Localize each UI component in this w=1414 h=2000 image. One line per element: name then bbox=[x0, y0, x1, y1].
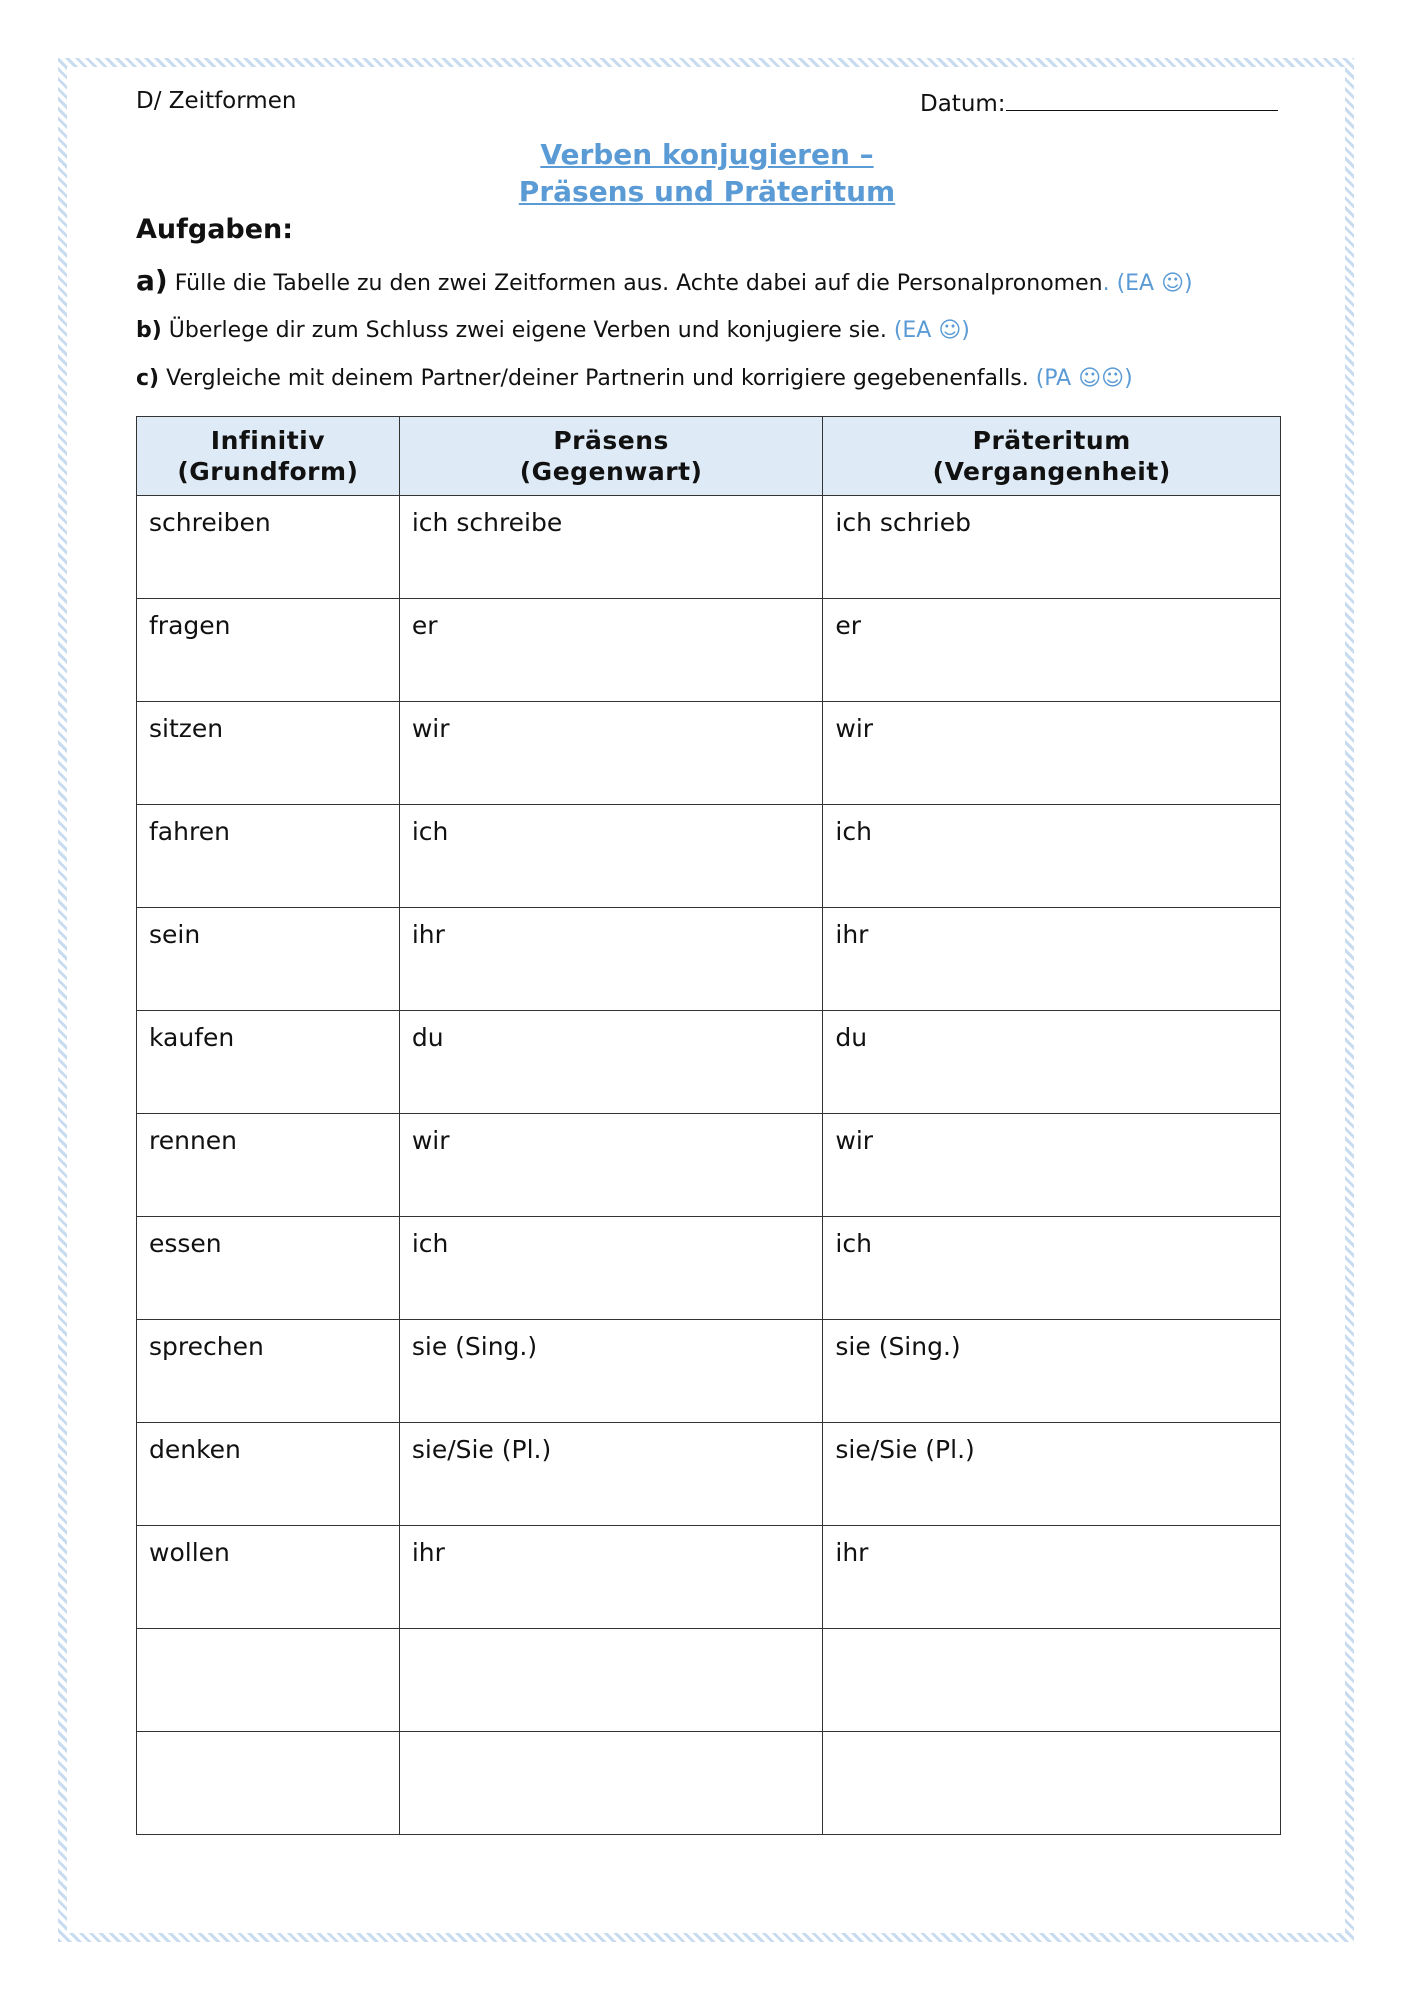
cell-praeteritum[interactable]: ich schrieb bbox=[823, 496, 1281, 599]
cell-praesens[interactable] bbox=[399, 1629, 823, 1732]
task-letter: c) bbox=[136, 366, 160, 391]
header-line: Infinitiv bbox=[210, 426, 326, 455]
table-row bbox=[137, 496, 1281, 599]
cell-infinitiv: rennen bbox=[137, 1114, 400, 1217]
cell-praeteritum[interactable]: sie (Sing.) bbox=[823, 1320, 1281, 1423]
title-line-1: Verben konjugieren – bbox=[540, 138, 874, 171]
cell-praesens[interactable]: sie/Sie (Pl.) bbox=[399, 1423, 823, 1526]
conjugation-table bbox=[136, 416, 1281, 1835]
table-row bbox=[137, 702, 1281, 805]
task-text: Überlege dir zum Schluss zwei eigene Verben und konjugiere sie. bbox=[161, 318, 894, 343]
header-line: (Gegenwart) bbox=[519, 457, 703, 486]
header-praeteritum bbox=[823, 417, 1281, 496]
cell-infinitiv: fahren bbox=[137, 805, 400, 908]
table-row bbox=[137, 1732, 1281, 1835]
cell-praesens[interactable]: ich schreibe bbox=[399, 496, 823, 599]
cell-praesens[interactable]: er bbox=[399, 599, 823, 702]
cell-infinitiv bbox=[137, 1629, 400, 1732]
cell-infinitiv: kaufen bbox=[137, 1011, 400, 1114]
title-line-2: Präsens und Präteritum bbox=[518, 175, 896, 208]
cell-praeteritum[interactable]: ich bbox=[823, 805, 1281, 908]
worksheet-title bbox=[0, 136, 1414, 210]
task-letter: b) bbox=[136, 318, 162, 343]
date-line[interactable] bbox=[1006, 88, 1278, 111]
cell-infinitiv: fragen bbox=[137, 599, 400, 702]
cell-infinitiv: wollen bbox=[137, 1526, 400, 1629]
cell-praesens[interactable]: wir bbox=[399, 1114, 823, 1217]
cell-praesens[interactable]: ihr bbox=[399, 1526, 823, 1629]
cell-praesens[interactable]: ich bbox=[399, 1217, 823, 1320]
table-row bbox=[137, 1526, 1281, 1629]
task-text: Vergleiche mit deinem Partner/deiner Partnerin und korrigiere gegebenenfalls. bbox=[159, 366, 1036, 391]
header-infinitiv bbox=[137, 417, 400, 496]
task-note: (EA ☺) bbox=[893, 318, 970, 343]
cell-infinitiv: sitzen bbox=[137, 702, 400, 805]
cell-praeteritum[interactable]: wir bbox=[823, 1114, 1281, 1217]
table-row bbox=[137, 599, 1281, 702]
table-row bbox=[137, 805, 1281, 908]
task-text: Fülle die Tabelle zu den zwei Zeitformen aus. Achte dabei auf die Personalpronomen bbox=[167, 271, 1103, 296]
table-header-row bbox=[137, 417, 1281, 496]
cell-infinitiv bbox=[137, 1732, 400, 1835]
task-letter: a) bbox=[136, 264, 168, 297]
cell-praeteritum[interactable] bbox=[823, 1732, 1281, 1835]
cell-praesens[interactable]: wir bbox=[399, 702, 823, 805]
date-label: Datum: bbox=[920, 91, 1006, 117]
cell-infinitiv: sein bbox=[137, 908, 400, 1011]
header-line: (Vergangenheit) bbox=[932, 457, 1171, 486]
cell-praesens[interactable]: sie (Sing.) bbox=[399, 1320, 823, 1423]
cell-praeteritum[interactable]: ihr bbox=[823, 1526, 1281, 1629]
task-a bbox=[136, 264, 1193, 297]
date-field[interactable] bbox=[920, 88, 1278, 117]
cell-praeteritum[interactable]: du bbox=[823, 1011, 1281, 1114]
cell-praesens[interactable]: du bbox=[399, 1011, 823, 1114]
cell-praeteritum[interactable]: ich bbox=[823, 1217, 1281, 1320]
table-row bbox=[137, 1423, 1281, 1526]
header-line: (Grundform) bbox=[177, 457, 359, 486]
subject-label: D/ Zeitformen bbox=[136, 88, 297, 114]
cell-praeteritum[interactable] bbox=[823, 1629, 1281, 1732]
table-row bbox=[137, 1629, 1281, 1732]
cell-praesens[interactable]: ihr bbox=[399, 908, 823, 1011]
table-row bbox=[137, 1011, 1281, 1114]
cell-infinitiv: schreiben bbox=[137, 496, 400, 599]
tasks-heading: Aufgaben: bbox=[136, 214, 294, 245]
table-row bbox=[137, 908, 1281, 1011]
header-line: Präteritum bbox=[972, 426, 1131, 455]
task-b bbox=[136, 318, 970, 343]
cell-praeteritum[interactable]: wir bbox=[823, 702, 1281, 805]
cell-praeteritum[interactable]: ihr bbox=[823, 908, 1281, 1011]
task-note: (PA ☺☺) bbox=[1035, 366, 1133, 391]
cell-infinitiv: sprechen bbox=[137, 1320, 400, 1423]
table-row bbox=[137, 1114, 1281, 1217]
task-c bbox=[136, 366, 1133, 391]
cell-infinitiv: denken bbox=[137, 1423, 400, 1526]
cell-praeteritum[interactable]: sie/Sie (Pl.) bbox=[823, 1423, 1281, 1526]
task-note: . (EA ☺) bbox=[1102, 271, 1193, 296]
cell-praesens[interactable]: ich bbox=[399, 805, 823, 908]
cell-praesens[interactable] bbox=[399, 1732, 823, 1835]
cell-praeteritum[interactable]: er bbox=[823, 599, 1281, 702]
header-praesens bbox=[399, 417, 823, 496]
header-line: Präsens bbox=[553, 426, 669, 455]
table-row bbox=[137, 1217, 1281, 1320]
cell-infinitiv: essen bbox=[137, 1217, 400, 1320]
table-row bbox=[137, 1320, 1281, 1423]
